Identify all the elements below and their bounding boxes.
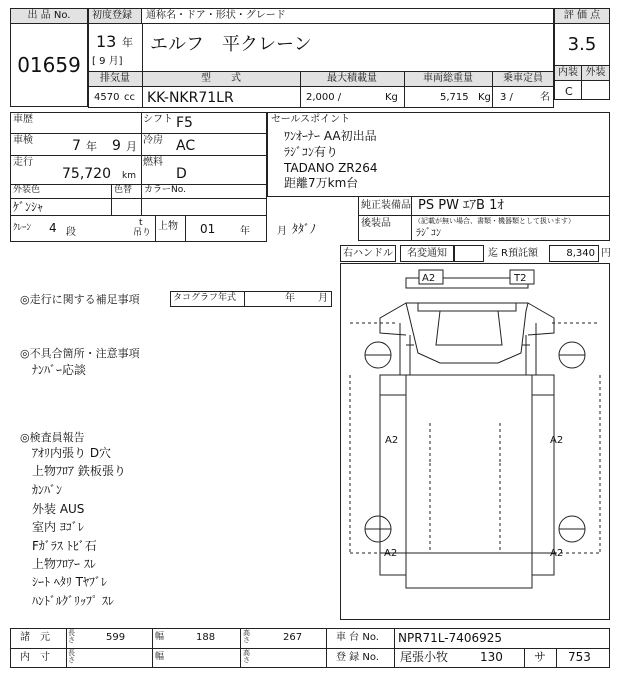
sales-point-item: TADANO ZR264: [284, 161, 378, 175]
inner-height-label: 高さ: [243, 649, 250, 665]
inspection-month-unit: 月: [126, 140, 137, 153]
car-name: エルフ 平クレーン: [150, 34, 312, 55]
width-label: 幅: [155, 632, 165, 642]
score-label: 評 価 点: [563, 10, 601, 21]
first-reg-label: 初度登録: [92, 10, 132, 21]
dimensions-label: 諸 元: [20, 632, 50, 643]
inner-width-label: 幅: [155, 652, 165, 662]
gross-weight-value: 5,715: [440, 92, 469, 103]
inspector-item: ﾊﾝﾄﾞﾙｸﾞﾘｯﾌﾟ ｽﾚ: [32, 594, 114, 608]
damage-mark-label: T2: [514, 273, 527, 284]
plate-number: 753: [568, 650, 591, 664]
inspector-item: 外装 AUS: [32, 502, 85, 516]
damage-mark-label: A2: [550, 548, 564, 559]
chassis-number: NPR71L-7406925: [398, 631, 503, 645]
aircon-label: 冷房: [143, 135, 163, 146]
registration-label: 登 録 No.: [336, 652, 379, 663]
exterior-color-value: ｹﾞﾝｼｬ: [13, 200, 44, 214]
rhd-label: 右ハンドル: [343, 248, 393, 259]
plate-kana: サ: [534, 650, 547, 664]
tacho-month-unit: 月: [318, 293, 328, 304]
inspector-item: ｼｰﾄ ﾍﾀﾘ Tﾔﾌﾞﾚ: [32, 575, 107, 589]
height-label: 高さ: [243, 629, 250, 645]
lot-label: 出 品 No.: [27, 10, 71, 21]
deck-year: 01: [200, 222, 216, 236]
inspector-item: 上物ﾌﾛｱｰ ｽﾚ: [32, 557, 96, 571]
tacho-label: タコグラフ年式: [173, 293, 237, 303]
color-code-label: カラーNo.: [144, 185, 186, 195]
max-load-unit: Kg: [385, 92, 398, 103]
displacement-value: 4570: [94, 92, 120, 103]
inspection-year: 7: [72, 138, 81, 154]
exterior-label: 外装: [585, 67, 606, 78]
deck-month-unit: 月: [277, 226, 287, 237]
gross-weight-label: 車両総重量: [423, 73, 473, 84]
aircon-value: AC: [176, 138, 196, 154]
inspector-item: Fｶﾞﾗｽ ﾄﾋﾞ石: [32, 539, 97, 553]
name-change-label: 名変通知: [407, 248, 447, 259]
inspector-label: ◎検査員報告: [20, 431, 85, 444]
crane-load-unit: 吊り: [133, 228, 152, 238]
tacho-year-unit: 年: [285, 293, 295, 304]
score-value: 3.5: [567, 34, 597, 55]
aftermarket-label: 後装品: [361, 218, 391, 229]
length-value: 599: [106, 632, 126, 643]
lot-number: 01659: [17, 53, 81, 77]
shift-value: F5: [176, 115, 193, 131]
defect-item: ﾅﾝﾊﾞｰ応談: [32, 363, 87, 377]
plate-class: 130: [480, 650, 503, 664]
interior-label: 内装: [558, 67, 578, 78]
crane-stages-unit: 段: [66, 227, 76, 238]
displacement-label: 排気量: [100, 73, 130, 84]
plate-region: 尾張小牧: [400, 650, 449, 664]
reg-month: [ 9 月]: [92, 56, 123, 67]
deck-year-unit: 年: [240, 226, 250, 237]
damage-mark-label: A2: [422, 273, 436, 284]
crane-stages: 4: [49, 221, 57, 235]
max-load-label: 最大積載量: [327, 73, 377, 84]
inspection-label: 車検: [13, 135, 33, 146]
capacity-label: 乗車定員: [503, 73, 543, 84]
gross-weight-unit: Kg: [478, 92, 491, 103]
sales-point-item: ﾜﾝｵｰﾅｰ AA初出品: [284, 129, 377, 143]
recycle-unit: 円: [601, 248, 611, 259]
deck-label: 上物: [158, 221, 178, 232]
capacity-unit: 名: [540, 92, 550, 103]
inspection-month: 9: [112, 138, 121, 154]
type-label: 型 式: [201, 73, 241, 84]
damage-mark-label: A2: [550, 435, 564, 446]
fuel-label: 燃料: [143, 157, 163, 168]
reg-year: 13: [96, 32, 117, 51]
max-load-value: 2,000 /: [306, 92, 342, 103]
aftermarket-note: （記載が無い場合、書類・機器類として扱います）: [414, 217, 575, 225]
truck-damage-diagram: [340, 263, 610, 620]
history-label: 車歴: [13, 114, 33, 125]
odometer-prefix: 迄: [488, 248, 498, 259]
chassis-label: 車 台 No.: [336, 632, 379, 643]
fuel-value: D: [176, 166, 187, 182]
recycle-amount: 8,340: [566, 248, 595, 259]
defects-label: ◎不具合箇所・注意事項: [20, 347, 140, 360]
length-label: 長さ: [68, 629, 75, 645]
inspector-item: ｶﾝﾊﾞﾝ: [32, 483, 63, 497]
model-label: 通称名・ドア・形状・グレード: [146, 10, 286, 21]
reg-year-unit: 年: [122, 36, 133, 49]
mileage-label: 走行: [13, 157, 33, 168]
exterior-color-label: 外装色: [13, 185, 41, 195]
damage-mark-label: A2: [384, 548, 398, 559]
width-value: 188: [196, 632, 216, 643]
inspector-item: ｱｵﾘ内張り D穴: [32, 446, 112, 460]
height-value: 267: [283, 632, 303, 643]
genuine-equipment-value: PS PW ｴｱB 1ｵ: [418, 198, 504, 213]
recycle-label: R預託額: [501, 248, 538, 259]
color-change-label: 色替: [114, 185, 133, 195]
crane-load-unit-top: t: [139, 218, 143, 228]
interior-grade: C: [565, 85, 573, 98]
sales-point-item: 距離7万km台: [284, 176, 359, 190]
damage-mark-label: A2: [385, 435, 399, 446]
inspector-item: 室内 ﾖｺﾞﾚ: [32, 520, 84, 534]
aftermarket-value: ﾗｼﾞｺﾝ: [416, 228, 441, 239]
type-value: KK-NKR71LR: [147, 90, 234, 106]
sales-points-label: セールスポイント: [271, 114, 351, 125]
driving-notes-label: ◎走行に関する補足事項: [20, 293, 140, 306]
displacement-unit: cc: [124, 92, 135, 103]
mileage-unit: km: [122, 171, 136, 181]
inspector-item: 上物ﾌﾛｱ 鉄板張り: [32, 464, 126, 478]
deck-maker: ﾀﾀﾞﾉ: [292, 222, 317, 236]
inner-dimensions-label: 内 寸: [20, 652, 50, 663]
crane-label: ｸﾚｰﾝ: [13, 223, 32, 233]
shift-label: シフト: [143, 114, 173, 125]
inspection-year-unit: 年: [86, 140, 97, 153]
capacity-value: 3 /: [500, 92, 513, 103]
inner-length-label: 長さ: [68, 649, 75, 665]
genuine-equipment-label: 純正装備品: [361, 200, 411, 211]
sales-point-item: ﾗｼﾞｺﾝ有り: [284, 145, 339, 159]
mileage-value: 75,720: [62, 166, 111, 182]
